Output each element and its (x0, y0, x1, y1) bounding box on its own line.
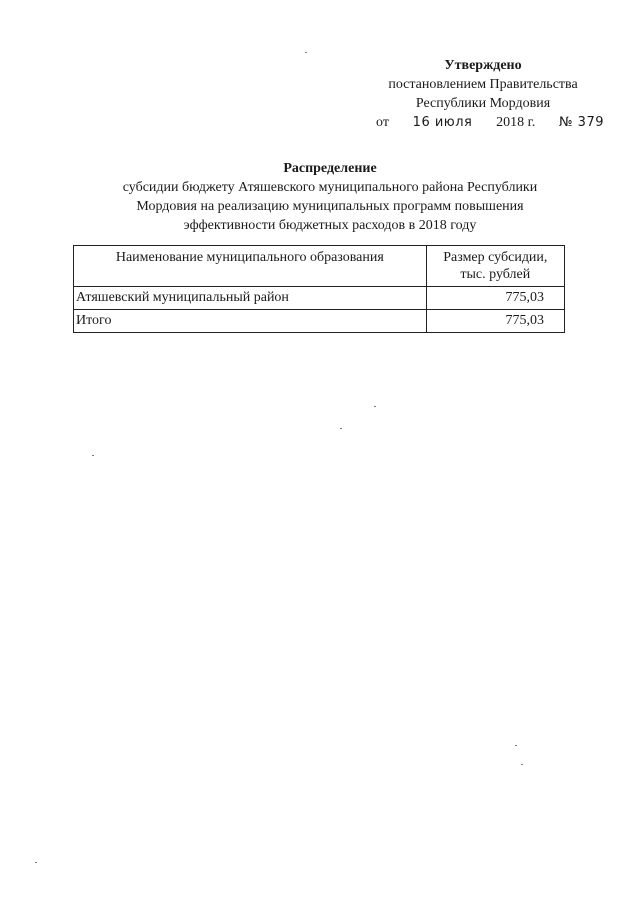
scan-speck (374, 406, 376, 407)
document-subtitle-line-3: эффективности бюджетных расходов в 2018 году (183, 218, 477, 233)
scan-speck (305, 52, 307, 53)
document-subtitle-line-1: субсидии бюджету Атяшевского муниципального района Республики (122, 180, 538, 195)
approval-heading: Утверждено (444, 58, 522, 73)
approval-date-line (376, 113, 604, 132)
total-value: 775,03 (426, 310, 564, 333)
approval-line-2: Республики Мордовия (415, 96, 551, 111)
approval-line-1: постановлением Правительства (388, 77, 578, 92)
scan-speck (340, 428, 342, 429)
approval-from: от (376, 115, 389, 130)
scan-speck (515, 745, 517, 746)
document-title: Распределение (283, 161, 377, 176)
row-subsidy-value: 775,03 (426, 287, 564, 310)
table-header-row (74, 246, 565, 287)
scan-speck (92, 455, 94, 456)
document-subtitle-line-2: Мордовия на реализацию муниципальных программ повышения (136, 199, 524, 214)
approval-number: № 379 (559, 115, 604, 130)
approval-year: 2018 г. (496, 115, 536, 130)
scan-speck (521, 764, 523, 765)
scan-speck (35, 862, 37, 863)
document-title-block (95, 159, 565, 235)
table-row (74, 310, 565, 333)
approval-stamp (368, 56, 604, 132)
table-row (74, 287, 565, 310)
distribution-table (73, 245, 565, 333)
header-municipality: Наименование муниципального образования (74, 246, 427, 287)
row-municipality-name: Атяшевский муниципальный район (74, 287, 427, 310)
total-label: Итого (74, 310, 427, 333)
approval-day-month: 16 июля (412, 115, 473, 130)
header-subsidy-amount: Размер субсидии, тыс. рублей (426, 246, 564, 287)
